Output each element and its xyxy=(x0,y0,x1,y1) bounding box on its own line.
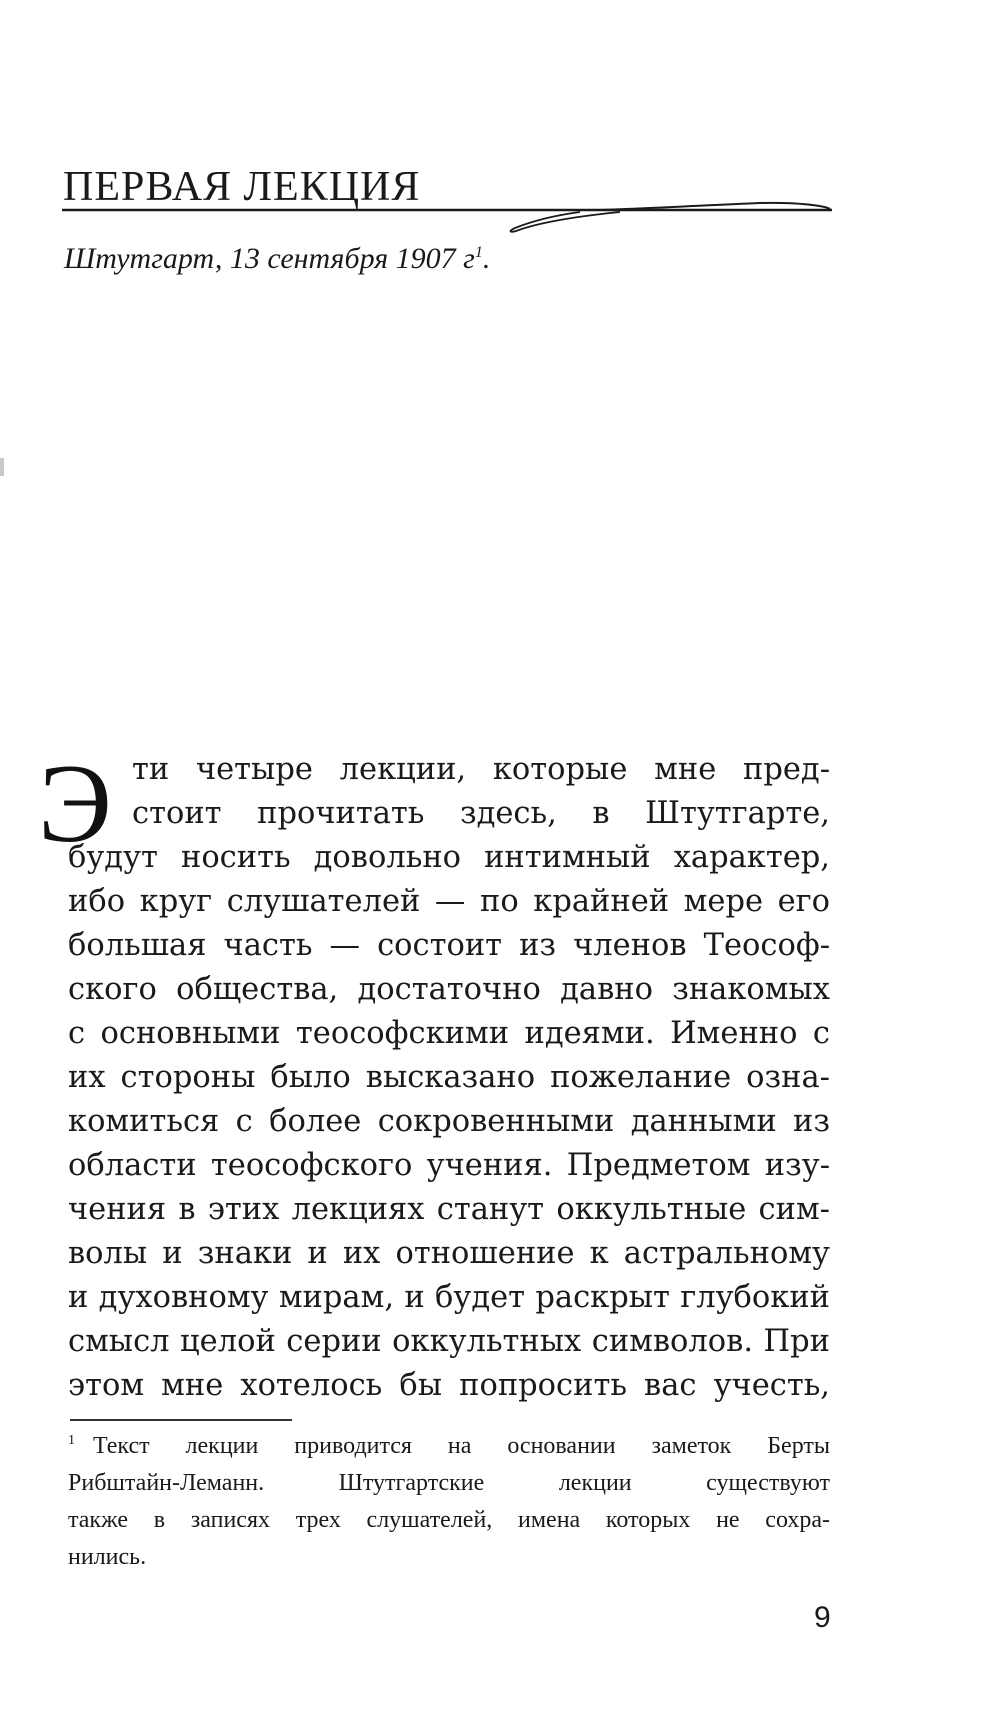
footnote xyxy=(68,1428,830,1576)
subtitle-period: . xyxy=(482,242,491,275)
text-line: смысл целой серии оккультных символов. При xyxy=(68,1324,830,1359)
drop-cap: Э xyxy=(38,742,112,866)
text-line: чения в этих лекциях станут оккультные сим- xyxy=(68,1192,830,1227)
footnote-reference: 1 xyxy=(474,244,483,261)
lecture-place-date xyxy=(64,244,490,274)
text-line: этом мне хотелось бы попросить вас учесть, xyxy=(68,1368,830,1403)
footnote-number: 1 xyxy=(68,1433,75,1448)
text-line: комиться с более сокровенными данными из xyxy=(68,1104,830,1139)
text-line: ского общества, достаточно давно знакомых xyxy=(68,972,830,1007)
text-line: их стороны было высказано пожелание озна- xyxy=(68,1060,830,1095)
text-line: области теософского учения. Предметом изу- xyxy=(68,1148,830,1183)
text-line: с основными теософскими идеями. Именно с xyxy=(68,1016,830,1051)
text-line: и духовному мирам, и будет раскрыт глубокий xyxy=(68,1280,830,1315)
subtitle-text: Штутгарт, 13 сентября 1907 г xyxy=(64,242,475,275)
text-line: ибо круг слушателей — по крайней мере его xyxy=(68,884,830,919)
footnote-line-text: Текст лекции приводится на основании заметок Берты xyxy=(93,1433,830,1459)
scan-edge-mark xyxy=(0,458,4,476)
text-line: ти четыре лекции, которые мне пред- xyxy=(132,752,830,787)
text-line: волы и знаки и их отношение к астральному xyxy=(68,1236,830,1271)
body-paragraph xyxy=(68,748,830,1403)
footnote-line: Рибштайн-Леманн. Штутгартские лекции существуют xyxy=(68,1470,830,1496)
text-line: стоит прочитать здесь, в Штутгарте, xyxy=(132,796,830,831)
page-number: 9 xyxy=(814,1601,831,1634)
title-flourish-rule xyxy=(60,200,832,240)
footnote-line: также в записях трех слушателей, имена которых не сохра- xyxy=(68,1507,830,1533)
text-line: большая часть — состоит из членов Теософ- xyxy=(68,928,830,963)
text-line: будут носить довольно интимный характер, xyxy=(68,840,830,875)
footnote-line: нились. xyxy=(68,1544,147,1570)
footnote-line xyxy=(68,1428,830,1465)
chapter-title: ПЕРВАЯ ЛЕКЦИЯ xyxy=(63,164,421,210)
footnote-divider xyxy=(70,1419,292,1421)
